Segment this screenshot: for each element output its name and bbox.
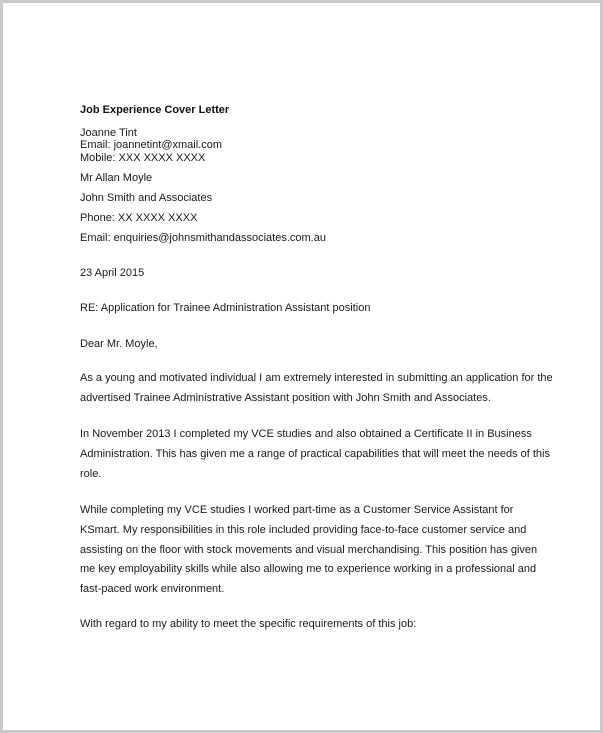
paragraph-line: fast-paced work environment.	[80, 583, 225, 596]
document-title: Job Experience Cover Letter	[80, 104, 230, 116]
paragraph-line: advertised Trainee Administrative Assistant position with John Smith and Associates.	[80, 391, 491, 404]
paragraph-line: Administration. This has given me a range of practical capabilities that will meet the needs of this	[80, 447, 550, 460]
paragraph-line: With regard to my ability to meet the specific requirements of this job:	[80, 618, 417, 630]
recipient-phone: Phone: XX XXXX XXXX	[80, 212, 198, 224]
sender-mobile: Mobile: XXX XXXX XXXX	[80, 152, 206, 164]
recipient-email: Email: enquiries@johnsmithandassociates.com.au	[80, 232, 326, 244]
paragraph-intro	[80, 369, 553, 409]
paragraph-line: In November 2013 I completed my VCE studies and also obtained a Certificate II in Business	[80, 428, 532, 440]
salutation: Dear Mr. Moyle,	[80, 338, 158, 350]
paragraph-requirements	[80, 615, 530, 635]
paragraph-line: assisting on the floor with stock movements and visual merchandising. This position has given	[80, 543, 538, 556]
letter-date: 23 April 2015	[80, 267, 145, 279]
recipient-name: Mr Allan Moyle	[80, 172, 153, 184]
sender-name: Joanne Tint	[80, 127, 137, 139]
paragraph-education	[80, 425, 550, 484]
letter-subject: RE: Application for Trainee Administration Assistant position	[80, 302, 371, 314]
paragraph-experience	[80, 501, 538, 600]
sender-email: Email: joannetint@xmail.com	[80, 139, 222, 151]
paragraph-line: While completing my VCE studies I worked part-time as a Customer Service Assistant for	[80, 504, 514, 516]
recipient-company: John Smith and Associates	[80, 192, 213, 204]
paragraph-line: KSmart. My responsibilities in this role included providing face-to-face customer service and	[80, 523, 527, 536]
paragraph-line: As a young and motivated individual I am extremely interested in submitting an application for the	[80, 372, 553, 384]
paragraph-line: me key employability skills while also allowing me to experience working in a professional and	[80, 563, 537, 576]
paragraph-line: role.	[80, 467, 102, 480]
